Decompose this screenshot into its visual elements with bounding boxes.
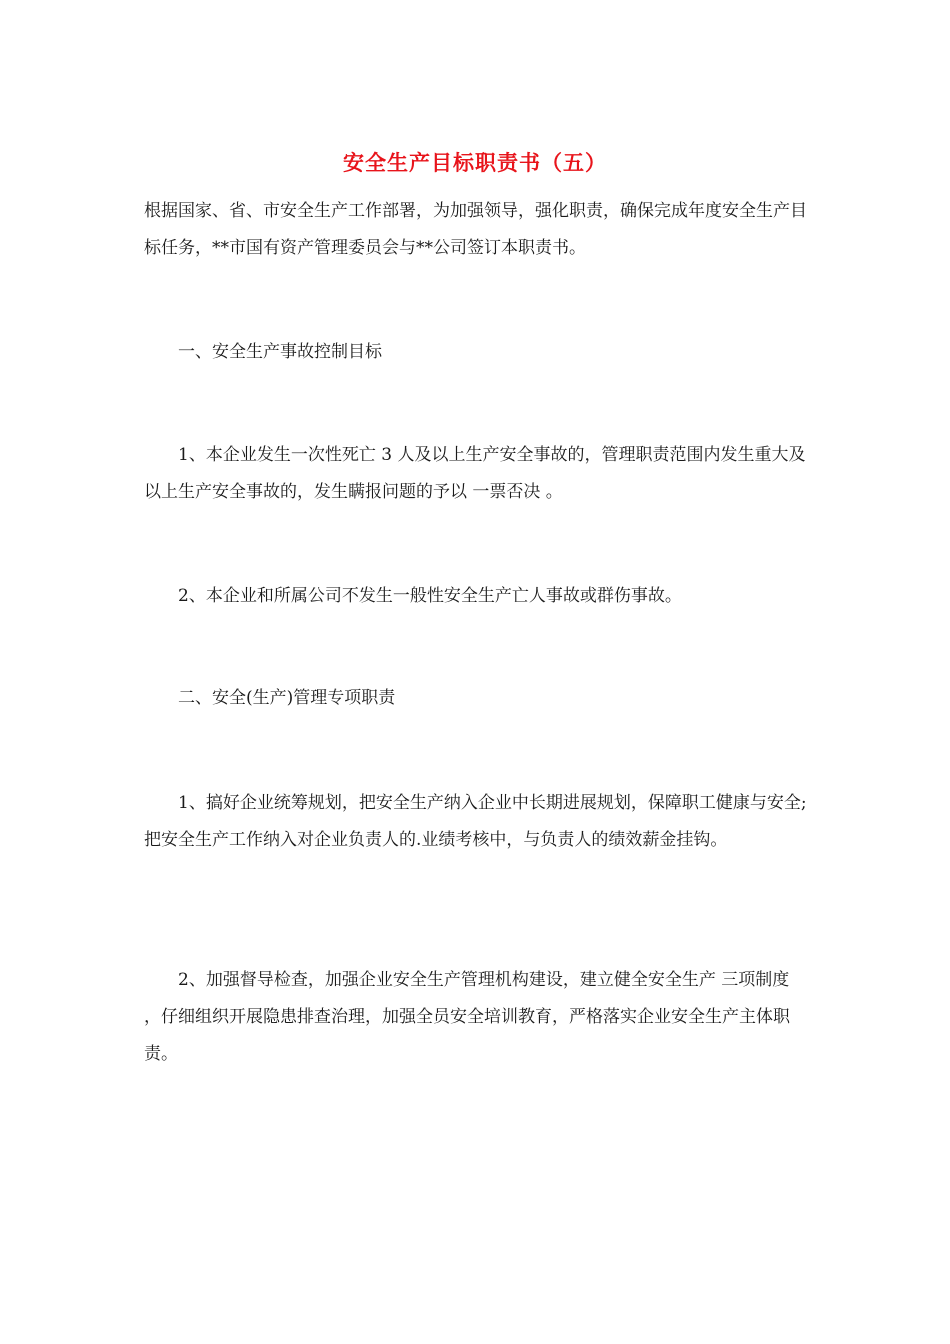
section2-heading: 二、安全(生产)管理专项职责 (178, 688, 396, 708)
intro-paragraph: 根据国家、省、市安全生产工作部署，为加强领导，强化职责，确保完成年度安全生产目标任务，**市国有资产管理委员会与**公司签订本职责书。 (144, 201, 807, 258)
section1-item-1: 1、本企业发生一次性死亡 3 人及以上生产安全事故的，管理职责范围内发生重大及以上生产安全事故的，发生瞒报问题的予以 一票否决 。 (144, 445, 806, 502)
document-title: 安全生产目标职责书（五） (343, 150, 607, 175)
section1-heading: 一、安全生产事故控制目标 (178, 342, 382, 362)
section1-item-2: 2、本企业和所属公司不发生一般性安全生产亡人事故或群伤事故。 (178, 586, 682, 606)
section2-item-1: 1、搞好企业统筹规划，把安全生产纳入企业中长期进展规划，保障职工健康与安全;把安全生产工作纳入对企业负责人的.业绩考核中，与负责人的绩效薪金挂钩。 (144, 793, 807, 850)
section2-item-2: 2、加强督导检查，加强企业安全生产管理机构建设，建立健全安全生产 三项制度 ，仔细组织开展隐患排查治理，加强全员安全培训教育，严格落实企业安全生产主体职责。 (144, 970, 790, 1064)
